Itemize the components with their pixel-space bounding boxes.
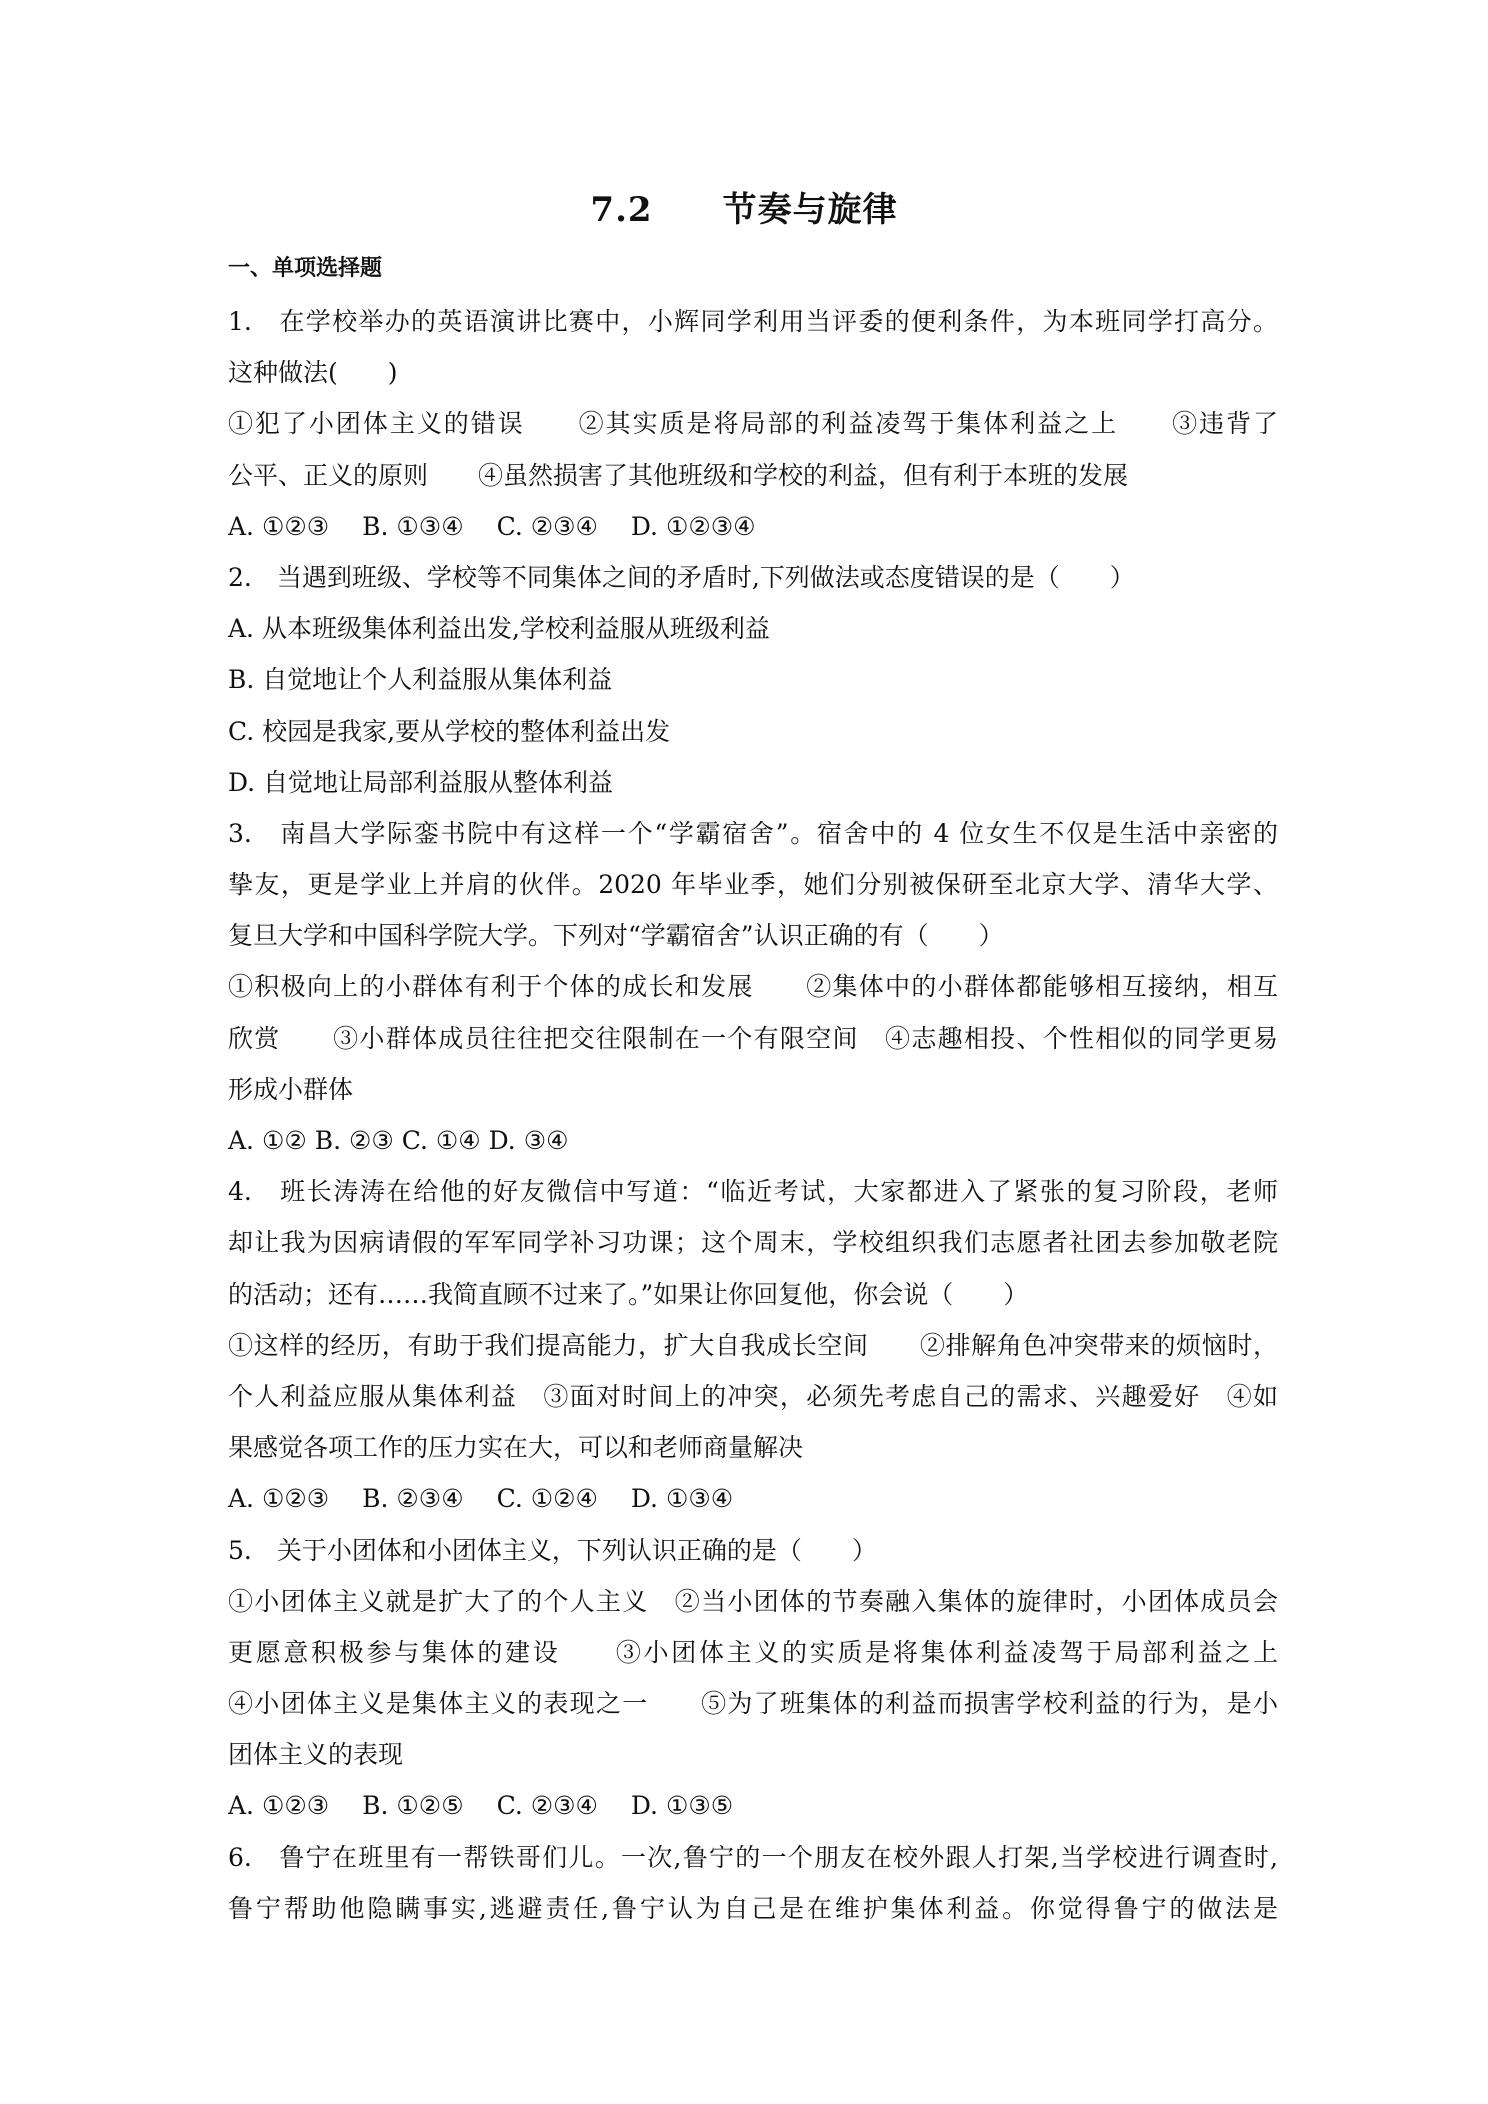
answer-option: D. 自觉地让局部利益服从整体利益 [228, 767, 614, 797]
text-line: 更愿意积极参与集体的建设 ③小团体主义的实质是将集体利益凌驾于局部利益之上 [228, 1637, 1278, 1667]
answer-options: A. ①②③ B. ①③④ C. ②③④ D. ①②③④ [228, 511, 756, 541]
text-line: 果感觉各项工作的压力实在大，可以和老师商量解决 [228, 1433, 804, 1463]
text-line: ①犯了小团体主义的错误 ②其实质是将局部的利益凌驾于集体利益之上 ③违背了 [228, 409, 1278, 439]
text-line: 挚友，更是学业上并肩的伙伴。2020 年毕业季，她们分别被保研至北京大学、清华大学、 [228, 870, 1278, 900]
text-line: 1. 在学校举办的英语演讲比赛中，小辉同学利用当评委的便利条件，为本班同学打高分。 [228, 307, 1278, 336]
text-line: 形成小群体 [228, 1074, 354, 1104]
text-line: ①积极向上的小群体有利于个体的成长和发展 ②集体中的小群体都能够相互接纳，相互 [228, 972, 1278, 1002]
text-line: ①小团体主义就是扩大了的个人主义 ②当小团体的节奏融入集体的旋律时，小团体成员会 [228, 1586, 1278, 1616]
answer-option: A. 从本班级集体利益出发,学校利益服从班级利益 [228, 614, 770, 644]
text-line: ④小团体主义是集体主义的表现之一 ⑤为了班集体的利益而损害学校利益的行为，是小 [228, 1689, 1278, 1719]
answer-option: C. 校园是我家,要从学校的整体利益出发 [228, 716, 671, 746]
text-line: 鲁宁帮助他隐瞒事实,逃避责任,鲁宁认为自己是在维护集体利益。你觉得鲁宁的做法是 [228, 1893, 1278, 1923]
text-line: 的活动；还有……我简直顾不过来了。”如果让你回复他，你会说（ ） [228, 1279, 1029, 1309]
answer-options: A. ①②③ B. ①②⑤ C. ②③④ D. ①③⑤ [228, 1791, 734, 1821]
text-line: 3. 南昌大学际銮书院中有这样一个“学霸宿舍”。宿舍中的 4 位女生不仅是生活中亲密的 [228, 818, 1278, 848]
text-line: 复旦大学和中国科学院大学。下列对“学霸宿舍”认识正确的有（ ） [228, 921, 1004, 951]
text-line: 欣赏 ③小群体成员往往把交往限制在一个有限空间 ④志趣相投、个性相似的同学更易 [228, 1023, 1278, 1053]
text-line: 团体主义的表现 [228, 1740, 404, 1770]
answer-options: A. ①② B. ②③ C. ①④ D. ③④ [228, 1126, 569, 1155]
question-body [228, 296, 1278, 1934]
text-line: 6. 鲁宁在班里有一帮铁哥们儿。一次,鲁宁的一个朋友在校外跟人打架,当学校进行调查时, [228, 1842, 1278, 1872]
text-line: 个人利益应服从集体利益 ③面对时间上的冲突，必须先考虑自己的需求、兴趣爱好 ④如 [228, 1381, 1278, 1411]
text-line: 却让我为因病请假的军军同学补习功课；这个周末，学校组织我们志愿者社团去参加敬老院 [228, 1228, 1278, 1258]
answer-options: A. ①②③ B. ②③④ C. ①②④ D. ①③④ [228, 1484, 734, 1514]
text-line: 这种做法( ) [228, 358, 398, 388]
answer-option: B. 自觉地让个人利益服从集体利益 [228, 665, 613, 695]
section-heading: 一、单项选择题 [228, 255, 383, 281]
text-line: 5. 关于小团体和小团体主义，下列认识正确的是（ ） [228, 1535, 877, 1565]
text-line: 公平、正义的原则 ④虽然损害了其他班级和学校的利益，但有利于本班的发展 [228, 460, 1129, 490]
text-line: ①这样的经历，有助于我们提高能力，扩大自我成长空间 ②排解角色冲突带来的烦恼时， [228, 1330, 1278, 1360]
document-title: 7.2 节奏与旋律 [590, 190, 898, 230]
text-line: 2. 当遇到班级、学校等不同集体之间的矛盾时,下列做法或态度错误的是（ ） [228, 562, 1135, 592]
text-line: 4. 班长涛涛在给他的好友微信中写道：“临近考试，大家都进入了紧张的复习阶段，老师 [228, 1177, 1278, 1207]
